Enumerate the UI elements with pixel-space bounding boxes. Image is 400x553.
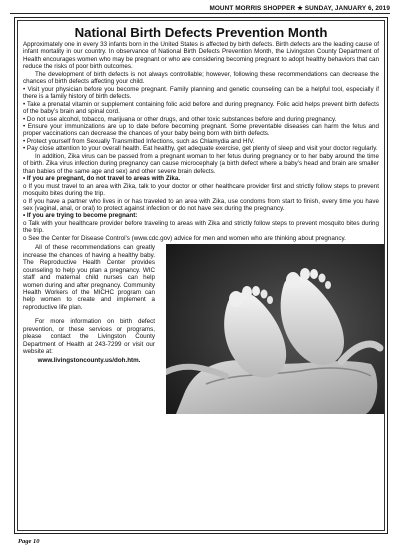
paragraph: The development of birth defects is not always controllable; however, following these recommendations can decrease the chances of birth defects affecting your child. bbox=[23, 70, 379, 86]
sidebar-paragraph: All of these recommendations can greatly increase the chances of having a healthy baby. The Reproductive Health Center provides counseling to help you plan a pregnancy. WIC staff and maternal child nurses can help women during and after pregnancy. Community Health Workers of the MICHC program can help women to create and implement a reproductive life plan. bbox=[23, 244, 155, 311]
sidebar-column bbox=[23, 244, 155, 364]
article-body bbox=[23, 41, 379, 242]
bottom-section bbox=[23, 244, 379, 414]
bullet-item: • Take a prenatal vitamin or supplement containing folic acid before and during pregnancy. Folic acid helps prevent birth defects of the baby’s brain and spinal cord. bbox=[23, 100, 379, 116]
sub-bullet-item: o If you must travel to an area with Zika, talk to your doctor or other healthcare provider first and strictly follow steps to prevent mosquito bites during the trip. bbox=[23, 182, 379, 198]
article-title: National Birth Defects Prevention Month bbox=[74, 25, 328, 40]
sub-bullet-item: o Talk with your healthcare provider before traveling to areas with Zika and strictly follow steps to prevent mosquito bites during the trip. bbox=[23, 219, 379, 235]
baby-feet-image bbox=[166, 244, 384, 414]
article-inner-frame bbox=[17, 20, 385, 531]
bullet-heading: • If you are trying to become pregnant: bbox=[23, 212, 138, 220]
sub-bullet-item: o See the Center for Disease Control’s (www.cdc.gov) advice for men and women who are thinking about pregnancy. bbox=[23, 234, 346, 242]
intro-paragraph: Approximately one in every 33 infants born in the United States is affected by birth defects. Birth defects are the leading cause of infant mortality in our country. In observance of National Birth Defects Prevention Month, the Livingston County Department of Health encourages women who may be pregnant or who are considering becoming pregnant to adopt healthy behaviors that can reduce the risks of poor birth outcomes. bbox=[23, 41, 379, 71]
baby-feet-photo bbox=[166, 244, 384, 414]
bullet-item: • Do not use alcohol, tobacco, marijuana or other drugs, and other toxic substances before and during pregnancy. bbox=[23, 115, 337, 123]
bullet-heading: • If you are pregnant, do not travel to areas with Zika. bbox=[23, 175, 181, 183]
bullet-item: • Protect yourself from Sexually Transmitted Infections, such as Chlamydia and HIV. bbox=[23, 137, 255, 145]
article-frame bbox=[14, 17, 388, 534]
zika-paragraph: In addition, Zika virus can be passed from a pregnant woman to her fetus during pregnancy or to her baby around the time of birth. Zika virus infection during pregnancy can cause microcephaly (a birth defect where a baby’s head and brain are smaller than babies of the same age and sex) and other severe brain defects. bbox=[23, 152, 379, 175]
masthead: MOUNT MORRIS SHOPPER ★ SUNDAY, JANUARY 6, 2019 bbox=[10, 4, 390, 14]
sidebar-paragraph: For more information on birth defect prevention, or these services or programs, please contact the Livingston County Department of Health at 243-7299 or visit our website at: bbox=[23, 318, 155, 356]
bullet-item: • Visit your physician before you become pregnant. Family planning and genetic counseling can be a helpful tool, especially if there is a family history of birth defects. bbox=[23, 85, 379, 101]
page-number: Page 10 bbox=[18, 538, 40, 545]
bullet-item: • Ensure your immunizations are up to date before becoming pregnant. Some preventable diseases can harm the fetus and proper vaccinations can decrease the chances of your baby being born with birth defects. bbox=[23, 122, 379, 138]
website-link: www.livingstoncounty.us/doh.htm. bbox=[37, 356, 141, 364]
sub-bullet-item: o If you have a partner who lives in or has traveled to an area with Zika, use condoms from start to finish, every time you have sex (vaginal, anal, or oral) to protect against infection or do not have sex during the pregnancy. bbox=[23, 197, 379, 212]
bullet-item: • Pay close attention to your overall health. Eat healthy, get adequate exercise, get plenty of sleep and visit your doctor regularly. bbox=[23, 145, 378, 153]
